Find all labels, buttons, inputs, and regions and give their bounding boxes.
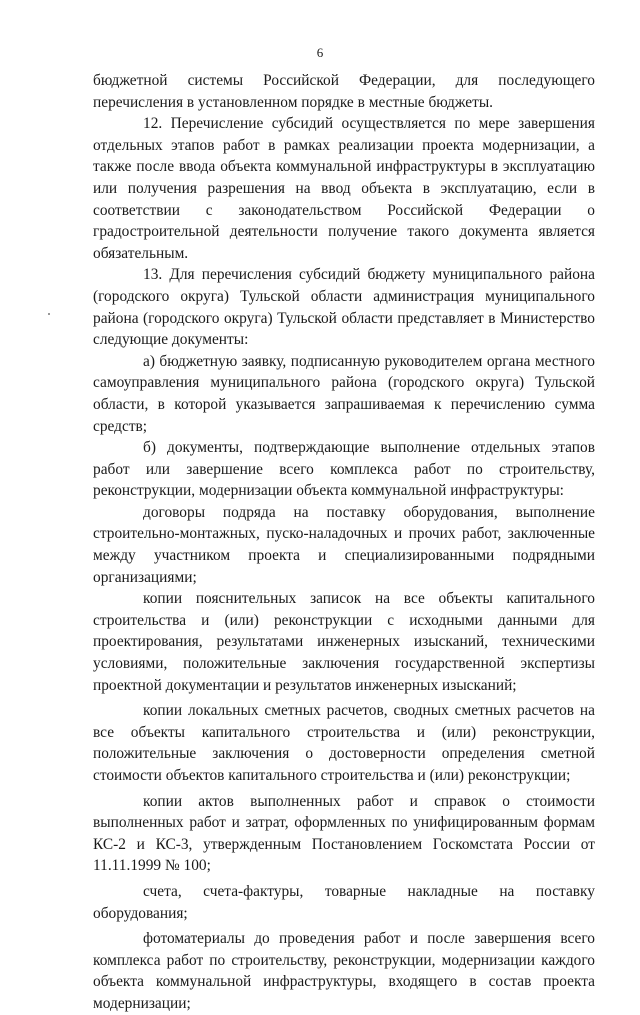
- paragraph-continuation: бюджетной системы Российской Федерации, для последующего перечисления в установленном порядке в местные бюджеты.: [93, 72, 595, 111]
- paragraph-photos: фотоматериалы до проведения работ и после завершения всего комплекса работ по строительству, реконструкции, модернизации каждого объекта коммунальной инфраструктуры, входящего в состав проекта модернизации;: [93, 930, 595, 1012]
- paragraph-contracts: договоры подряда на поставку оборудования, выполнение строительно-монтажных, пуско-наладочных и прочих работ, заключенные между участником проекта и специализированными подрядными организациями;: [93, 503, 595, 586]
- margin-mark: [48, 313, 50, 315]
- paragraph-subitem-b: б) документы, подтверждающие выполнение отдельных этапов работ или завершение всего комплекса работ по строительству, реконструкции, модернизации объекта коммунальной инфраструктуры:: [93, 439, 595, 500]
- paragraph-item-13: 13. Для перечисления субсидий бюджету муниципального района (городского округа) Тульской области администрация муниципального района (городского округа) Тульской области представляет в Министерство следующие документы:: [93, 266, 595, 349]
- paragraph-explanatory-notes: копии пояснительных записок на все объекты капитального строительства и (или) реконструкции с исходными данными для проектирования, результатами инженерных изысканий, техническими условиями, положительные заключения государственной экспертизы проектной документации и результатов инженерных изысканий;: [93, 590, 595, 694]
- paragraph-acts: копии актов выполненных работ и справок о стоимости выполненных работ и затрат, оформленных по унифицированным формам КС-2 и КС-3, утвержденным Постановлением Госкомстата России от 11.11.1999 № 100;: [93, 792, 595, 875]
- paragraph-invoices: счета, счета-фактуры, товарные накладные на поставку оборудования;: [93, 882, 595, 922]
- paragraph-subitem-a: а) бюджетную заявку, подписанную руководителем органа местного самоуправления муниципального района (городского округа) Тульской области, в которой указывается запрашиваемая к перечислению сумма средств;: [93, 352, 595, 435]
- paragraph-estimates: копии локальных сметных расчетов, сводных сметных расчетов на все объекты капитального строительства и (или) реконструкции, положительные заключения о достоверности определения сметной стоимости объектов капитального строительства и (или) реконструкции;: [93, 702, 595, 784]
- paragraph-item-12: 12. Перечисление субсидий осуществляется по мере завершения отдельных этапов работ в рамках реализации проекта модернизации, а также после ввода объекта коммунальной инфраструктуры в эксплуатацию или получения разрешения на ввод объекта в эксплуатацию, если в соответствии с законодательством Российской Федерации о градостроительной деятельности получение такого документа является обязательным.: [93, 115, 595, 262]
- document-body: [93, 70, 595, 1015]
- page-number: 6: [316, 45, 324, 60]
